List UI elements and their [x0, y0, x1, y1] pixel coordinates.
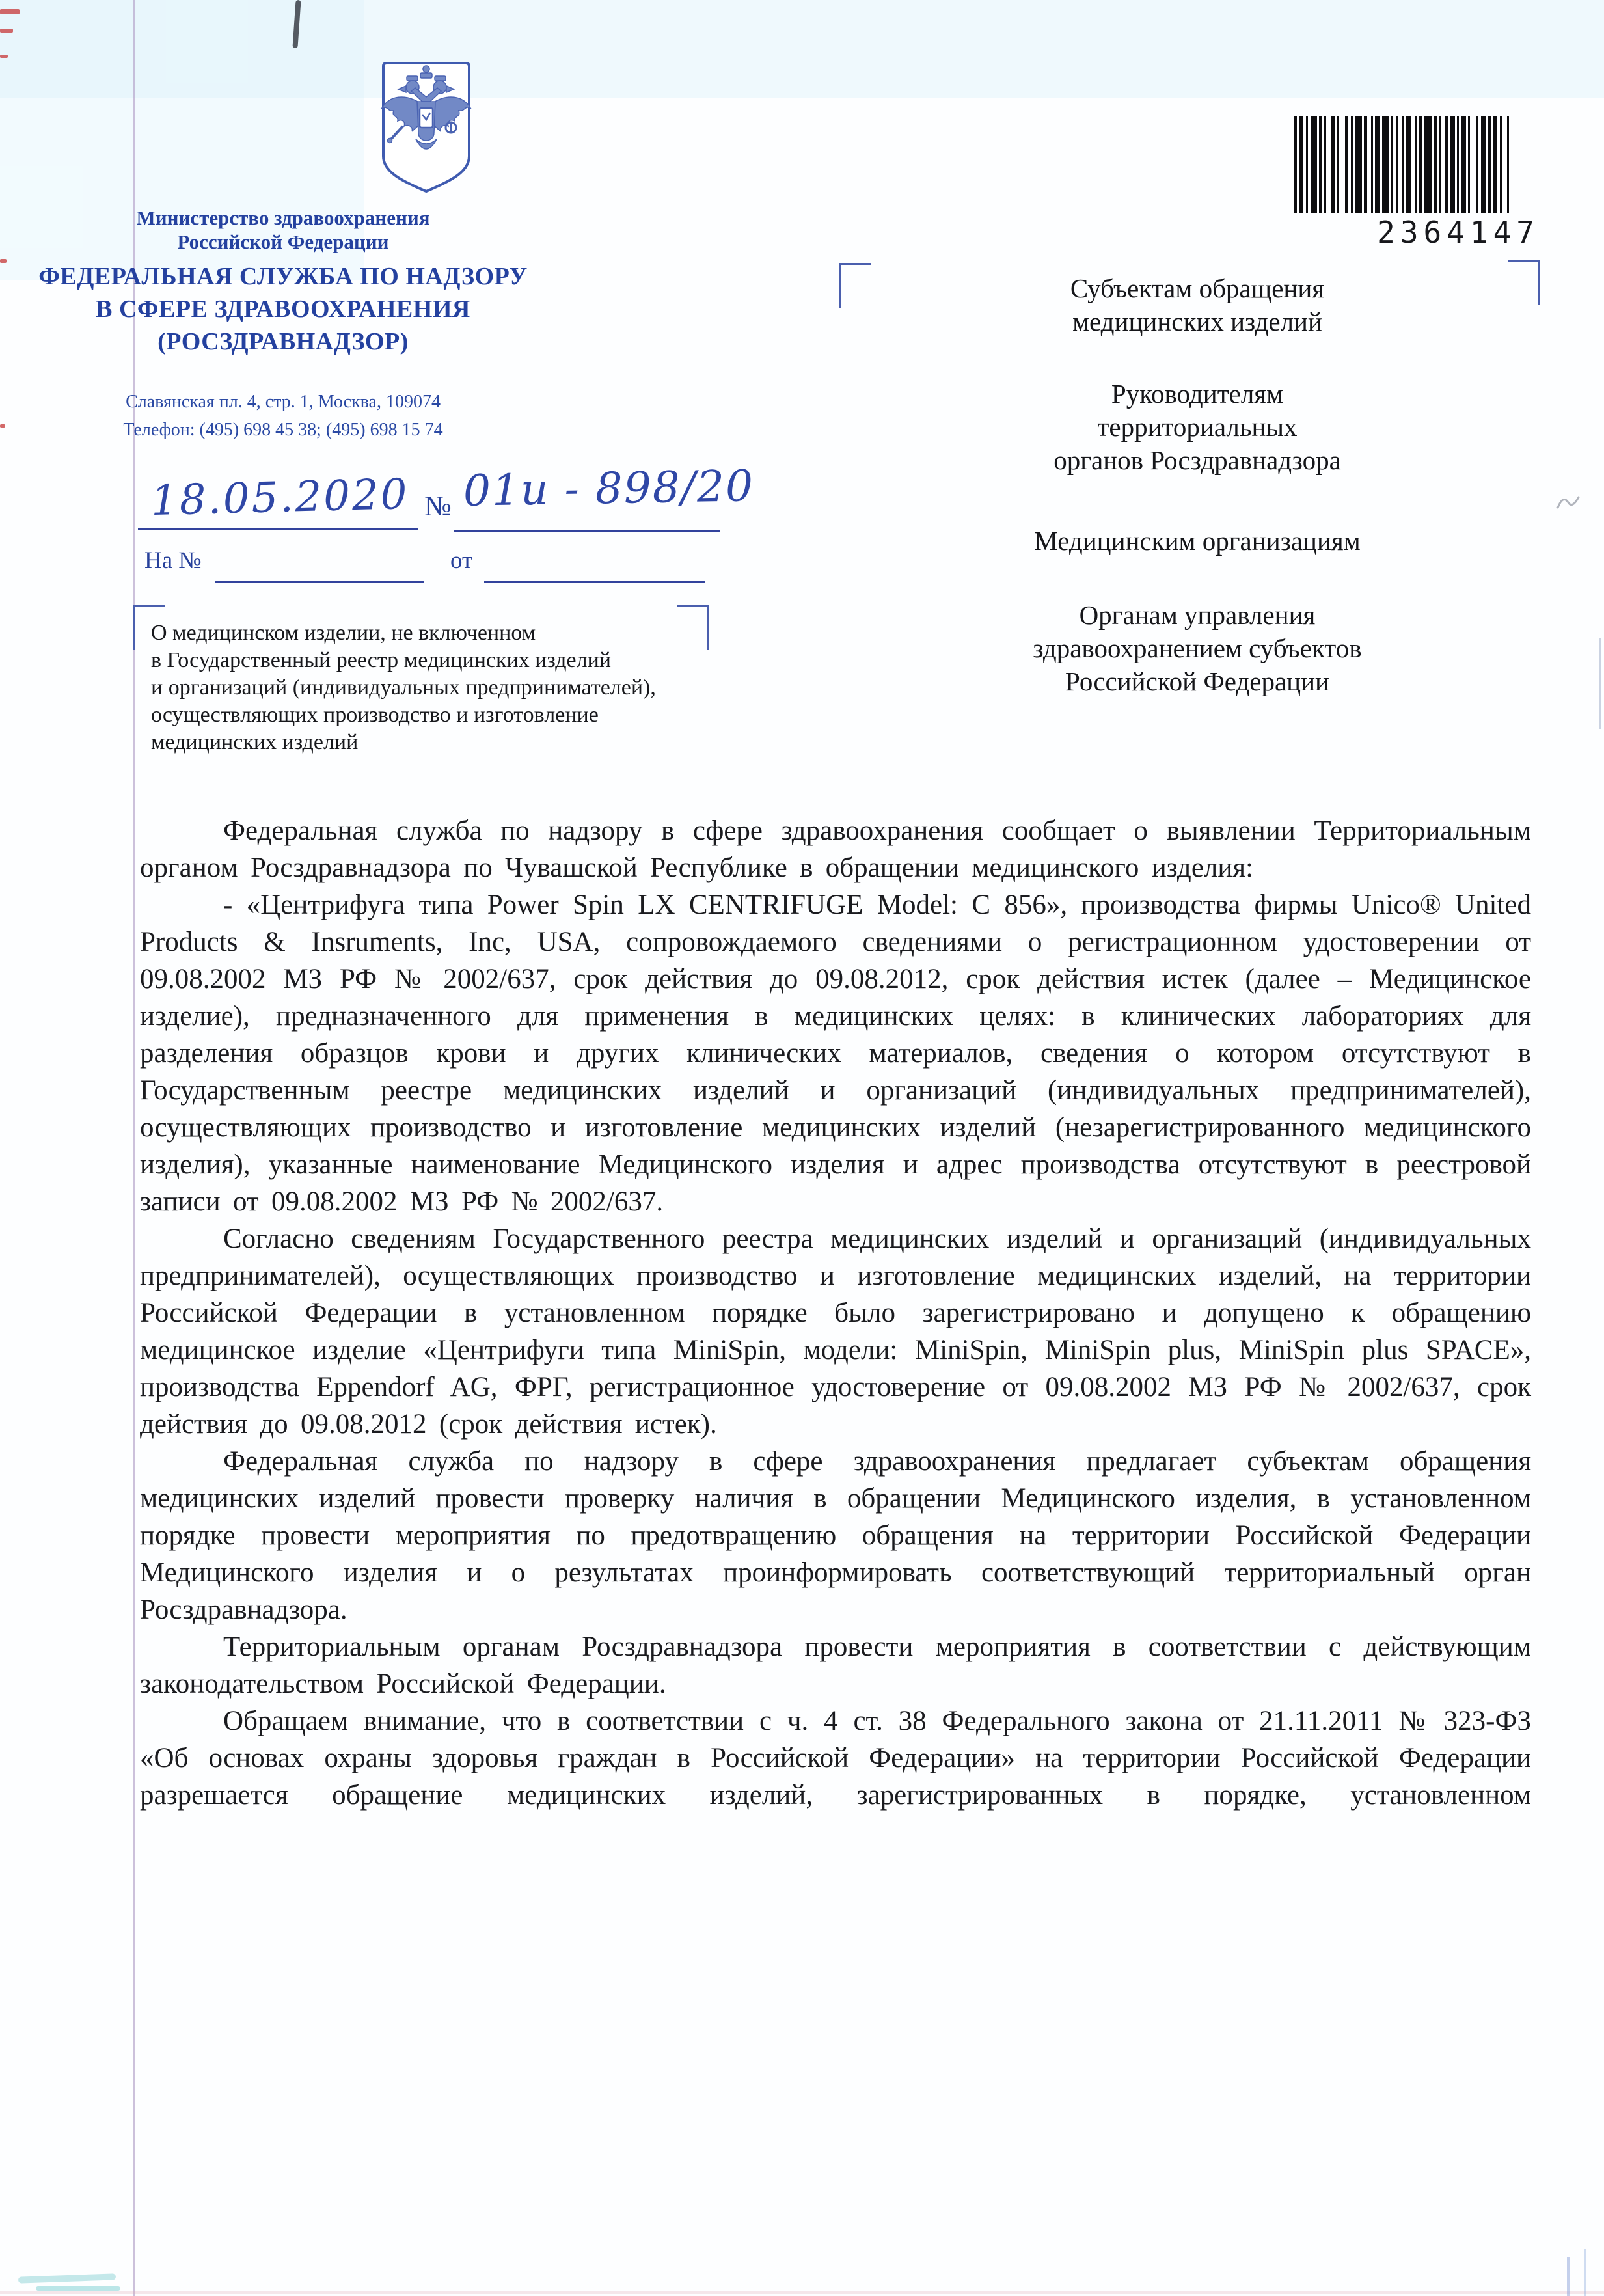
scan-red-mark: [0, 55, 8, 58]
recipient-line: Органам управления: [1079, 600, 1316, 630]
ministry-name-line2: Российской Федерации: [177, 230, 389, 253]
reply-to-number-label: На №: [144, 547, 202, 574]
subject-line: в Государственный реестр медицинских изделий: [151, 648, 611, 672]
letterhead-address: Славянская пл. 4, стр. 1, Москва, 109074: [126, 392, 441, 412]
barcode-number: 2364147: [1377, 215, 1540, 250]
recipient-line: Российской Федерации: [1065, 666, 1329, 696]
subject-line: О медицинском изделии, не включенном: [151, 621, 536, 645]
reply-date-underline: [484, 581, 705, 583]
recipient-line: органов Росздравнадзора: [1053, 445, 1341, 475]
scan-red-mark: [0, 29, 13, 33]
subject-block: [151, 620, 750, 756]
body-paragraph: Федеральная служба по надзору в сфере здравоохранения предлагает субъектам обращения медицинских изделий провести проверку наличия в обращении Медицинского изделия, в установленном порядке провести мероприятия по предотвращению обращения на территории Российской Федерации Медицинского изделия и о результатах проинформировать соответствующий территориальный орган Росздравнадзора.: [140, 1446, 1531, 1625]
body-paragraph: Территориальным органам Росздравнадзора провести мероприятия в соответствии с действующим законодательством Российской Федерации.: [140, 1632, 1531, 1699]
date-underline: [138, 528, 418, 530]
body-paragraph: Обращаем внимание, что в соответствии с ч. 4 ст. 38 Федерального закона от 21.11.2011 № 323-ФЗ «Об основах охраны здоровья граждан в Российской Федерации» на территории Российской Федерации разрешается обращение медицинских изделий, зарегистрированных в порядке, установленном: [140, 1706, 1531, 1811]
scan-streak: [1584, 2249, 1586, 2296]
scan-squiggle: [1555, 489, 1585, 515]
subject-line: осуществляющих производство и изготовление: [151, 703, 599, 727]
number-sign: №: [424, 490, 452, 522]
body-paragraph: - «Центрифуга типа Power Spin LX CENTRIFUGE Model: C 856», производства фирмы Unico® United Products & Insruments, Inc, USA, сопровождаемого сведениями о регистрационном удостоверении от 09.08.2002 МЗ РФ № 2002/637, срок действия до 09.08.2012, срок действия истек (далее – Медицинское изделие), предназначенного для применения в медицинских целях: в клинических лабораториях для разделения образцов крови и других клинических материалов, сведения о котором отсутствуют в Государственным реестре медицинских изделий и организаций (индивидуальных предпринимателей), осуществляющих производство и изготовление медицинских изделий (незарегистрированного медицинского изделия), указанные наименование Медицинского изделия и адрес производства отсутствуют в реестровой записи от 09.08.2002 МЗ РФ № 2002/637.: [140, 890, 1531, 1217]
reply-from-label: от: [450, 547, 473, 574]
body-paragraph: Федеральная служба по надзору в сфере здравоохранения сообщает о выявлении Территориальным органом Росздравнадзора по Чувашской Республике в обращении медицинского изделия:: [140, 815, 1531, 883]
ministry-name-line1: Министерство здравоохранения: [136, 206, 430, 229]
letter-body: [140, 812, 1531, 1814]
recipient-group: [846, 377, 1549, 477]
scan-red-mark: [0, 9, 20, 14]
barcode: [1294, 116, 1540, 250]
service-name-line1: ФЕДЕРАЛЬНАЯ СЛУЖБА ПО НАДЗОРУ: [38, 263, 528, 290]
subject-line: медицинских изделий: [151, 730, 359, 754]
scan-edge-strip: [0, 2291, 1604, 2294]
handwritten-outgoing-number: 01и - 898/20: [463, 461, 755, 516]
recipient-line: здравоохранением субъектов: [1033, 633, 1362, 663]
body-paragraph: Согласно сведениям Государственного реестра медицинских изделий и организаций (индивидуальных предпринимателей), осуществляющих производство и изготовление медицинских изделий, на территории Российской Федерации в установленном порядке было зарегистрировано и допущено к обращению медицинское изделие «Центрифуги типа MiniSpin, модели: MiniSpin, MiniSpin plus, MiniSpin plus SPACE», производства Eppendorf AG, ФРГ, регистрационное удостоверение от 09.08.2002 МЗ РФ № 2002/637, срок действия до 09.08.2012 (срок действия истек).: [140, 1223, 1531, 1440]
handwritten-date: 18.05.2020: [150, 470, 410, 526]
service-name-line2: В СФЕРЕ ЗДРАВООХРАНЕНИЯ: [96, 295, 470, 323]
scan-smear: [18, 2273, 116, 2283]
reply-number-underline: [215, 581, 424, 583]
russian-coat-of-arms-icon: [374, 60, 478, 197]
letterhead-phone: Телефон: (495) 698 45 38; (495) 698 15 74: [123, 420, 443, 440]
recipient-group: [846, 599, 1549, 698]
scan-edge-strip: [36, 2286, 120, 2291]
scan-streak: [1567, 2257, 1570, 2296]
recipient-line: Медицинским организациям: [1034, 526, 1361, 556]
recipient-group: [846, 272, 1549, 338]
service-name-line3: (РОСЗДРАВНАДЗОР): [157, 328, 409, 355]
recipient-line: Субъектам обращения: [1070, 273, 1325, 303]
recipient-line: территориальных: [1097, 412, 1298, 442]
recipient-line: Руководителям: [1111, 379, 1284, 409]
scan-edge-mark: [1599, 638, 1601, 729]
barcode-icon: [1294, 116, 1540, 213]
number-underline: [454, 530, 720, 532]
subject-line: и организаций (индивидуальных предпринимателей),: [151, 676, 656, 700]
recipient-group: [846, 525, 1549, 558]
recipient-line: медицинских изделий: [1072, 307, 1322, 336]
